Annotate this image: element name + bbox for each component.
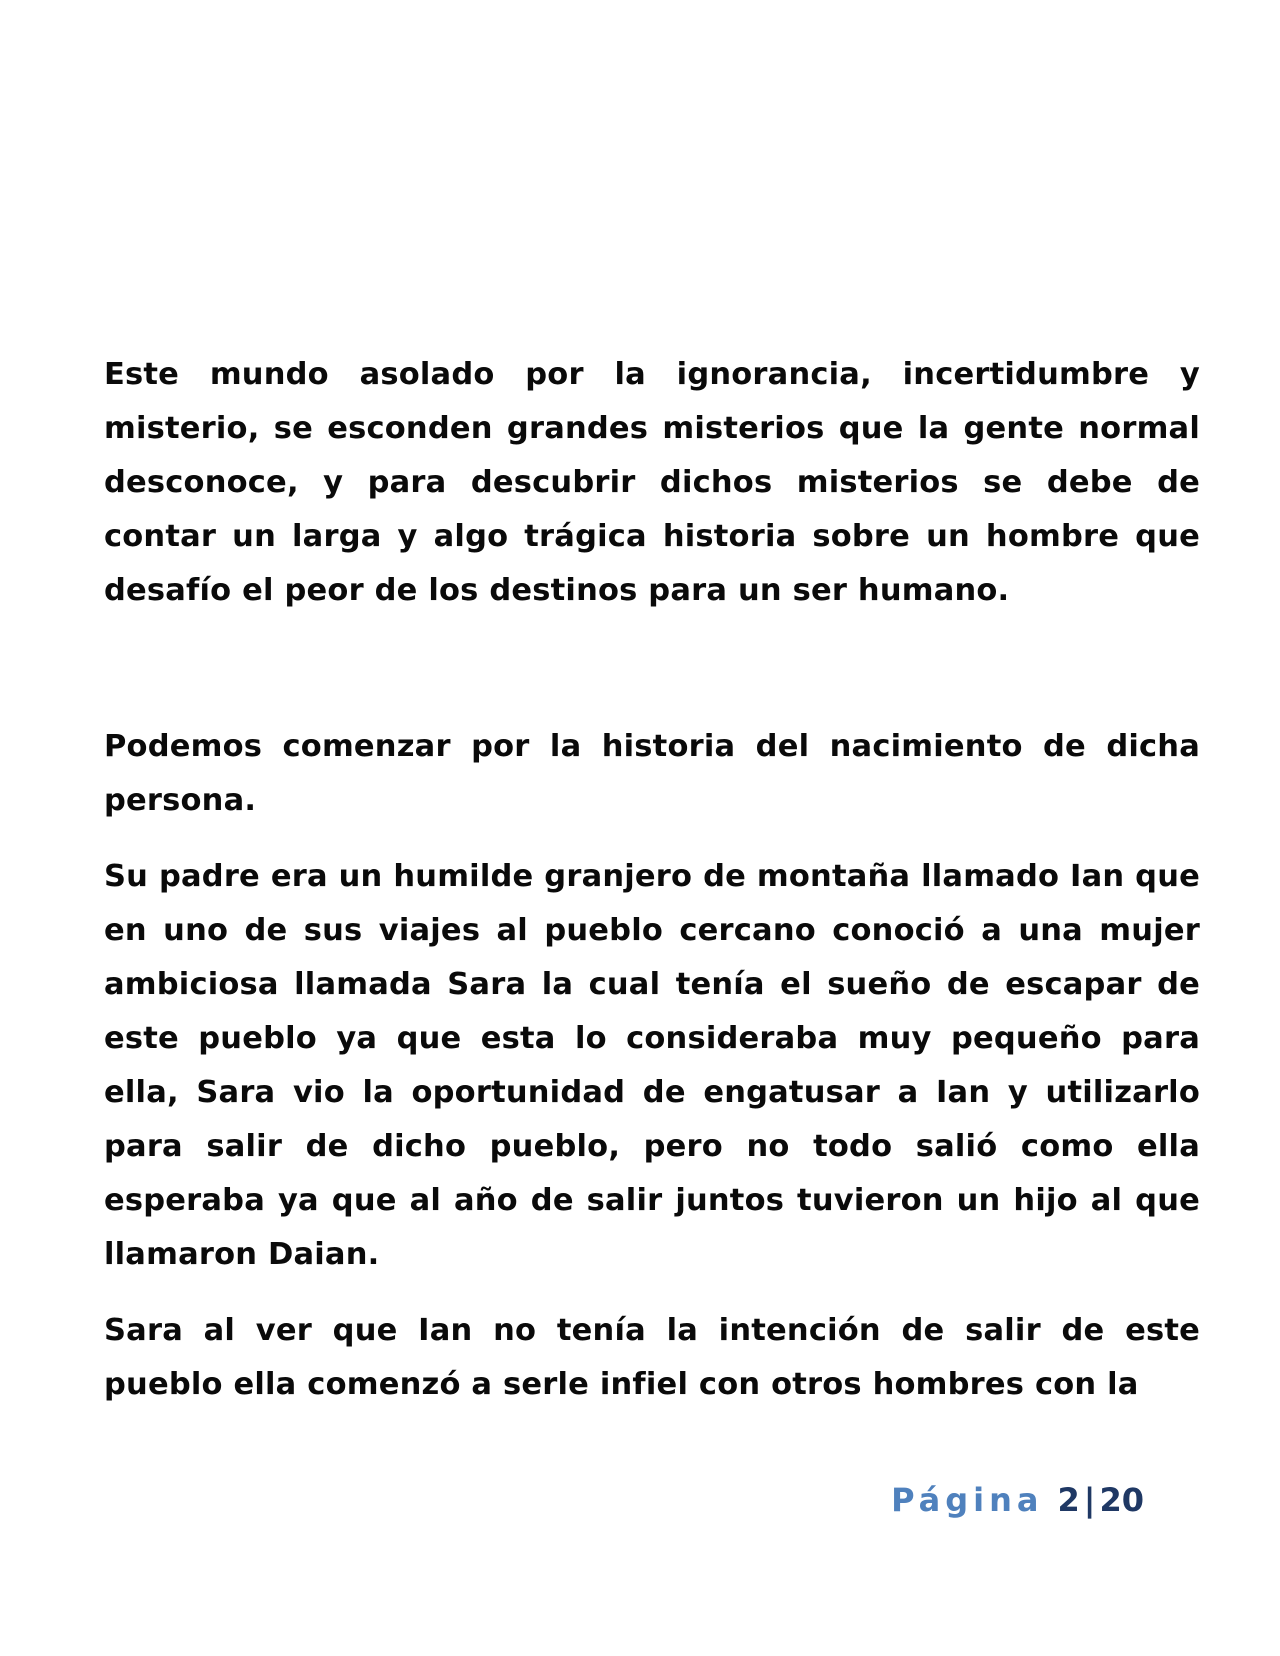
page-footer — [891, 1480, 1144, 1520]
page-separator: | — [1083, 1481, 1096, 1519]
total-pages: 20 — [1099, 1481, 1144, 1519]
paragraph-2: Podemos comenzar por la historia del nacimiento de dicha persona. — [104, 729, 1200, 818]
paragraph-4: Sara al ver que Ian no tenía la intención de salir de este pueblo ella comenzó a serle infiel con otros hombres con la — [104, 1313, 1200, 1402]
page-number: 2 — [1057, 1481, 1080, 1519]
body-text — [104, 348, 1200, 1412]
page-label: Página — [891, 1481, 1044, 1519]
paragraph-3: Su padre era un humilde granjero de montaña llamado Ian que en uno de sus viajes al pueblo cercano conoció a una mujer ambiciosa llamada Sara la cual tenía el sueño de escapar de este pueblo ya que esta lo consideraba muy pequeño para ella, Sara vio la oportunidad de engatusar a Ian y utilizarlo para salir de dicho pueblo, pero no todo salió como ella esperaba ya que al año de salir juntos tuvieron un hijo al que llamaron Daian. — [104, 859, 1200, 1272]
paragraph-1: Este mundo asolado por la ignorancia, incertidumbre y misterio, se esconden grandes misterios que la gente normal desconoce, y para descubrir dichos misterios se debe de contar un larga y algo trágica historia sobre un hombre que desafío el peor de los destinos para un ser humano. — [104, 357, 1200, 608]
